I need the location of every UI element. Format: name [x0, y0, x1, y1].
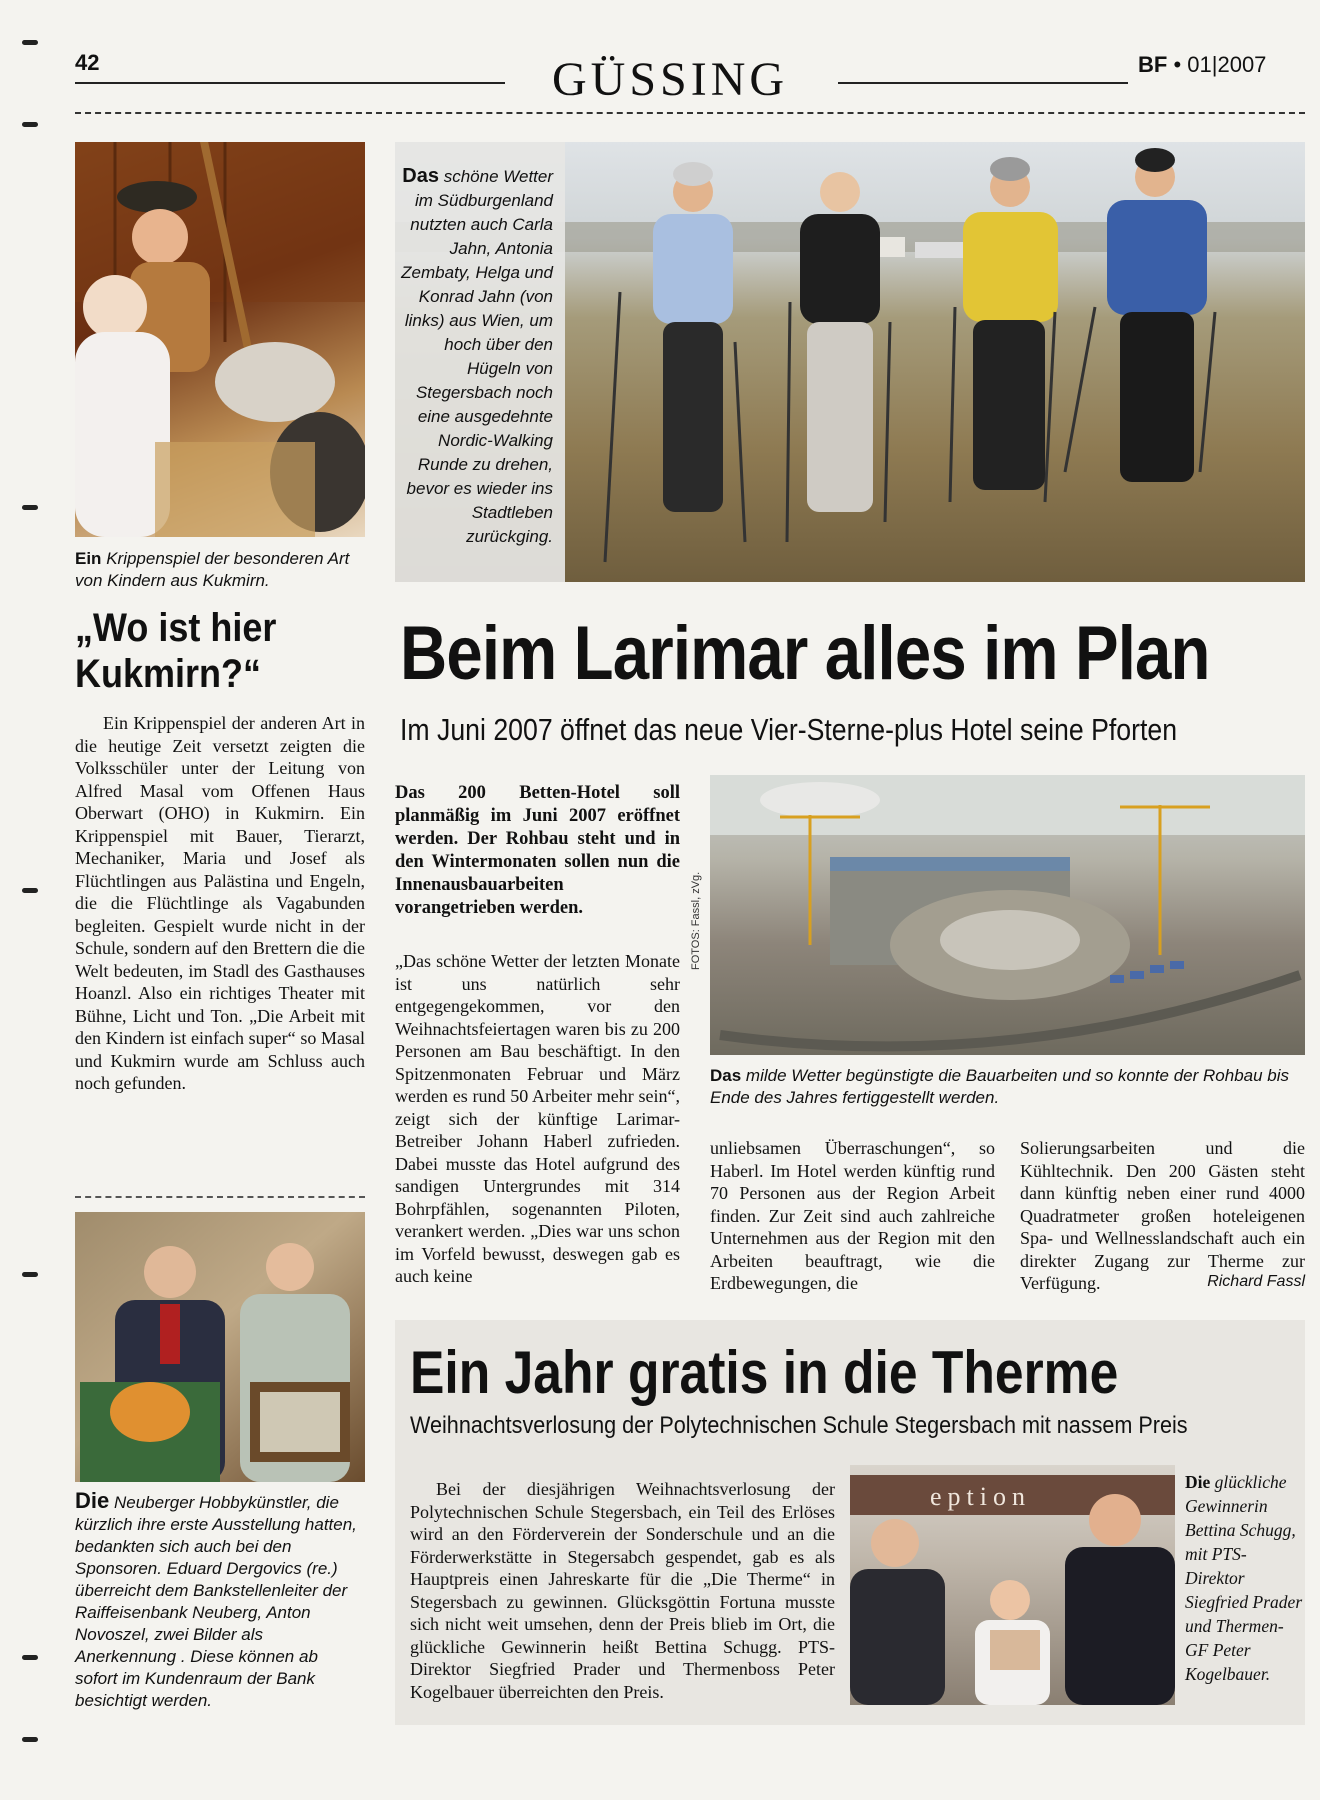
neuberg-artists-photo [75, 1212, 365, 1482]
caption-text: Krippenspiel der besonderen Art von Kindern aus Kukmirn. [75, 549, 350, 590]
therme-winner-photo [850, 1465, 1175, 1705]
scan-mark [22, 1272, 38, 1277]
article-author: Richard Fassl [1207, 1272, 1305, 1290]
larimar-subheadline: Im Juni 2007 öffnet das neue Vier-Sterne-plus Hotel seine Pforten [400, 712, 1178, 747]
caption-lead: Die [75, 1488, 110, 1513]
reception-sign: eption [930, 1482, 1031, 1511]
therme-subheadline: Weihnachtsverlosung der Polytechnischen Schule Stegersbach mit nassem Preis [410, 1412, 1188, 1439]
paper-name: BF [1138, 52, 1168, 77]
caption-lead: Ein [75, 549, 102, 568]
scan-mark [22, 122, 38, 127]
page-number: 42 [75, 50, 100, 75]
nativity-photo-caption [75, 548, 365, 592]
larimar-column-3-wrap [1020, 1137, 1305, 1291]
header-dashed-rule [75, 112, 1305, 114]
caption-text: glückliche Gewinnerin Bettina Schugg, mit PTS-Direktor Siegfried Prader und Thermen-GF Peter Kogelbauer. [1185, 1472, 1303, 1684]
scan-mark [22, 505, 38, 510]
kukmirn-body: Ein Krippenspiel der anderen Art in die heutige Zeit versetzt zeigten die Volksschüler unter der Leitung von Alfred Masal vom Offenen Haus Oberwart (OHO) in Kukmirn. Ein Krippenspiel mit Bauer, Tierarzt, Mechaniker, Maria und Josef als Flüchtlingen aus Palästina und Engeln, die die Flüchtlinge als Vagabunden begleiten. Gespielt wurde nicht in der Schule, sondern auf den Brettern die die Welt bedeuten, im Stadl des Gasthauses Hoanzl. Also ein richtiges Theater mit Bühne, Licht und Ton. „Die Arbeit mit den Kindern ist einfach super“ so Masal und Kukmirn wurde am Schluss auch noch gefunden. [75, 713, 365, 1093]
scan-mark [22, 888, 38, 893]
dashed-separator [75, 1196, 365, 1198]
therme-headline: Ein Jahr gratis in die Therme [410, 1339, 1119, 1406]
larimar-lead: Das 200 Betten-Hotel soll planmäßig im Juni 2007 eröffnet werden. Der Rohbau steht und in den Wintermonaten sollen nun die Innenausbauarbeiten vorangetrieben werden. [395, 783, 680, 918]
therme-body: Bei der diesjährigen Weihnachtsverlosung der Polytechnischen Schule Stegersbach, ein Teil des Erlöses wird an den Förderverein der Sonderschule und an die Förderwerkstätte in Stegersabch gespendet, gab es als Hauptpreis einen Jahreskarte für die „Die Therme“ in Stegersbach zu gewinnen. Glücksgöttin Fortuna musste sich nicht weit umsehen, denn der Preis blieb im Ort, die glückliche Gewinnerin heißt Bettina Schugg. PTS-Direktor Siegfried Prader und Thermenboss Peter Kogelbauer überreichten den Preis. [410, 1479, 835, 1702]
neuberg-caption [75, 1490, 365, 1712]
therme-photo-caption [1185, 1470, 1305, 1686]
header-rule-left [75, 82, 505, 84]
construction-photo-caption [710, 1065, 1305, 1109]
nordic-walking-caption [395, 142, 565, 582]
scan-mark [22, 1737, 38, 1742]
issue-number: 01|2007 [1187, 52, 1267, 77]
bullet: • [1173, 52, 1182, 77]
caption-text: milde Wetter begünstigte die Bauarbeiten und so konnte der Rohbau bis Ende des Jahres fertiggestellt werden. [710, 1066, 1290, 1107]
larimar-column-3: Solierungsarbeiten und die Kühltechnik. Den 200 Gästen steht dann künftig neben einer rund 4000 Quadratmeter großen hoteleigenen Spa- und Wellnesslandschaft auch ein direkter Zugang zur Therme zur Verfügung. [1020, 1138, 1305, 1293]
caption-text: Neuberger Hobbykünstler, die kürzlich ihre erste Ausstellung hatten, bedankten sich auch bei den Sponsoren. Eduard Dergovics (re.) überreicht dem Bankstellenleiter der Raiffeisenbank Neuberg, Anton Novoszel, zwei Bilder als Anerkennung . Diese können ab sofort im Kundenraum der Bank besichtigt werden. [75, 1493, 357, 1710]
scan-mark [22, 40, 38, 45]
issue-label [1138, 52, 1266, 78]
larimar-column-2: unliebsamen Überraschungen“, so Haberl. Im Hotel werden künftig rund 70 Personen aus der Region Arbeit finden. Zur Zeit sind auch zahlreiche Unternehmen aus der Region mit den Arbeiten beauftragt, wie die Erdbewegungen, die [710, 1138, 995, 1293]
scan-mark [22, 1655, 38, 1660]
larimar-headline: Beim Larimar alles im Plan [400, 611, 1210, 696]
larimar-column-1: „Das schöne Wetter der letzten Monate ist uns natürlich sehr entgegengekommen, vor den Weihnachtsfeiertagen waren bis zu 200 Personen am Bau beschäftigt. In den Spitzenmonaten Februar und März werden es rund 50 Arbeiter mehr sein“, zeigt sich der künftige Larimar-Betreiber Johann Haberl zufrieden. Dabei musste das Hotel aufgrund des sandigen Untergrundes mit 314 Bohrpfählen, sogenannten Piloten, verankert werden. „Dies war uns schon im Vorfeld bewusst, deswegen gab es auch keine [395, 951, 680, 1286]
caption-lead: Die [1185, 1472, 1211, 1492]
caption-lead: Das [402, 165, 439, 187]
header-rule-right [838, 82, 1128, 84]
kukmirn-headline: „Wo ist hier Kukmirn?“ [75, 606, 277, 696]
caption-lead: Das [710, 1066, 742, 1085]
caption-text: schöne Wetter im Südburgenland nutzten auch Carla Jahn, Antonia Zembaty, Helga und Konrad Jahn (von links) aus Wien, um hoch über den Hügeln von Stegersbach noch eine ausgedehnte Nordic-Walking Runde zu drehen, bevor es wieder ins Stadtleben zurückging. [401, 167, 553, 546]
section-title: GÜSSING [551, 53, 789, 106]
hotel-construction-photo [710, 775, 1305, 1055]
nativity-play-photo [75, 142, 365, 537]
photo-credit: FOTOS: Fassl, zVg. [690, 871, 702, 970]
